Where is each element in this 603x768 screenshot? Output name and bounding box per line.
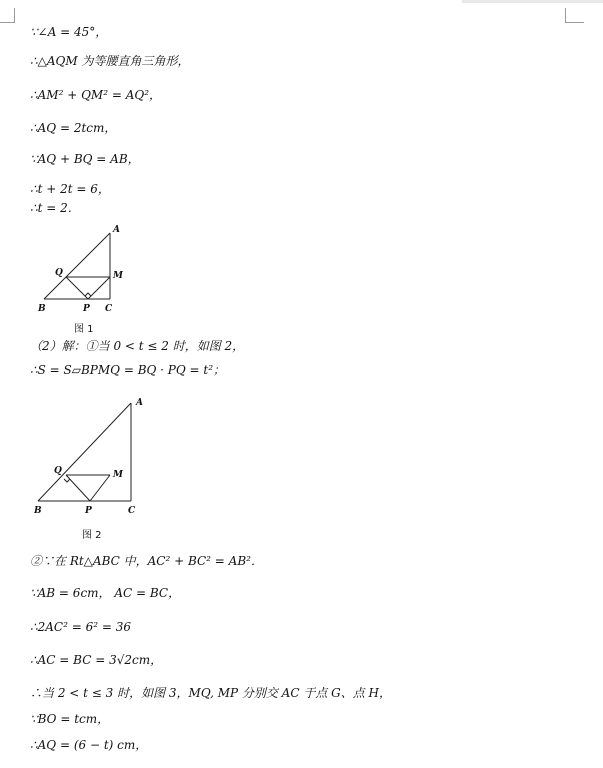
step-line-2: ∴△AQM 为等腰直角三角形，	[30, 54, 190, 68]
toolbar-strip	[462, 0, 603, 3]
step-line-3: ∴AM² + QM² = AQ²，	[30, 88, 162, 102]
figure-2-caption: 图 2	[82, 530, 102, 541]
step-line-13: ∴AC = BC = 3√2cm，	[30, 653, 163, 667]
step-line-5: ∵AQ + BQ = AB，	[30, 152, 140, 166]
fig2-segment-ab	[38, 403, 131, 501]
step-line-6: ∴t + 2t = 6，	[30, 182, 110, 196]
fig1-label-b: B	[38, 304, 46, 314]
fig2-label-b: B	[34, 506, 42, 516]
fig2-segment-pm	[90, 475, 110, 501]
step-line-4: ∴AQ = 2tcm，	[30, 121, 117, 135]
step-line-1: ∵∠A = 45°，	[30, 25, 108, 39]
step-line-11: ∵AB = 6cm， AC = BC，	[30, 586, 181, 600]
step-line-7: ∴t = 2．	[30, 201, 80, 215]
fig2-label-q: Q	[54, 466, 62, 476]
fig1-label-q: Q	[55, 268, 63, 278]
fig2-label-a: A	[136, 398, 143, 408]
step-line-14: ∴当 2 < t ≤ 3 时，如图 3，MQ, MP 分别交 AC 于点 G、点 H，	[30, 686, 392, 700]
fig1-segment-qp	[66, 277, 88, 299]
fig2-label-p: P	[85, 506, 92, 516]
step-line-8: （2）解：①当 0 < t ≤ 2 时，如图 2，	[30, 339, 245, 353]
step-line-10: ②∵在 Rt△ABC 中，AC² + BC² = AB²．	[30, 554, 263, 568]
fig2-label-m: M	[113, 470, 123, 480]
figure-1	[30, 220, 130, 319]
fig1-right-angle-mark	[85, 293, 91, 296]
fig2-right-angle-mark	[64, 479, 70, 482]
step-line-15: ∵BO = tcm，	[30, 712, 110, 726]
figure-2-diagram	[30, 393, 160, 521]
step-line-12: ∴2AC² = 6² = 36	[30, 620, 132, 634]
step-line-16: ∴AQ = (6 − t) cm，	[30, 738, 148, 752]
step-line-9: ∴S = S▱BPMQ = BQ · PQ = t²；	[30, 363, 226, 377]
figure-2	[30, 393, 160, 525]
fig1-label-a: A	[113, 225, 120, 235]
fig1-label-c: C	[105, 304, 113, 314]
crop-mark-top-right	[565, 8, 584, 23]
fig1-segment-pm	[88, 277, 110, 299]
fig1-label-p: P	[83, 304, 90, 314]
figure-1-diagram	[30, 220, 130, 315]
figure-1-caption: 图 1	[74, 324, 94, 335]
fig2-label-c: C	[128, 506, 136, 516]
fig1-label-m: M	[113, 271, 123, 281]
crop-mark-top-left	[0, 8, 15, 23]
fig1-segment-ab	[44, 233, 110, 299]
